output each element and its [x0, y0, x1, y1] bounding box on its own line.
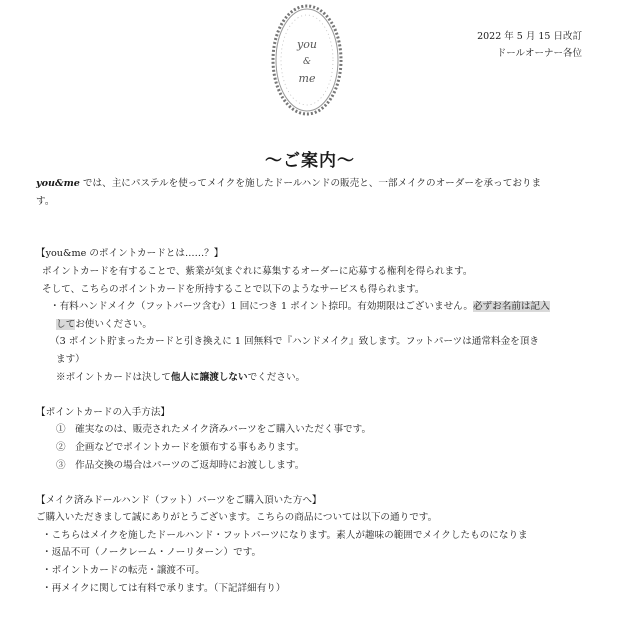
page-title: 〜ご案内〜 [265, 151, 355, 171]
point-card-bullet-1-continued: してお使いください。 [56, 318, 152, 330]
you-and-me-logo [269, 2, 345, 118]
buyers-bullet-3: ・ポイントカードの転売・譲渡不可。 [42, 565, 205, 577]
note-emphasis: 他人に譲渡しない [170, 371, 248, 383]
audience-line: ドールオーナー各位 [496, 48, 582, 59]
point-card-paragraph-2: そして、こちらのポイントカードを所持することで以下のようなサービスも得られます。 [42, 283, 425, 295]
intro-paragraph [36, 175, 588, 193]
obtain-item-3: ③ 作品交換の場合はパーツのご返却時にお渡しします。 [56, 459, 305, 471]
document-body [36, 175, 588, 597]
logo-text-you: you [297, 38, 317, 51]
point-card-bullet-2: （3 ポイント貯まったカードと引き換えに 1 回無料で『ハンドメイク』致します。フットパーツは通常料金を頂き [50, 336, 539, 348]
buyers-bullet-2: ・返品不可（ノークレーム・ノーリターン）です。 [42, 547, 262, 559]
point-card-note: ※ポイントカードは決して他人に譲渡しないでください。 [56, 371, 306, 383]
obtain-item-1: ① 確実なのは、販売されたメイク済みパーツをご購入いただく事です。 [56, 424, 372, 436]
buyers-heading: 【メイク済みドールハンド（フット）パーツをご購入頂いた方へ】 [36, 494, 322, 506]
intro-text: では、主にパステルを使ってメイクを施したドールハンドの販売と、一部メイクのオーダーを承っておりま [79, 178, 542, 189]
logo-text-me: me [298, 72, 316, 85]
obtain-item-2: ② 企画などでポイントカードを頒布する事もあります。 [56, 441, 305, 453]
highlight-name-required: 必ずお名前は記入 [472, 301, 550, 313]
buyers-bullet-1: ・こちらはメイクを施したドールハンド・フットパーツになります。素人が趣味の範囲でメイクしたものになりま [42, 529, 528, 541]
intro-continued: す。 [36, 195, 55, 207]
buyers-bullet-4: ・再メイクに関しては有料で承ります。（下記詳細有り） [42, 582, 286, 594]
point-card-heading: 【you&me のポイントカードとは……？】 [36, 248, 224, 260]
buyers-paragraph-1: ご購入いただきまして誠にありがとうございます。こちらの商品については以下の通りです。 [36, 512, 438, 524]
document-meta [477, 28, 582, 62]
logo-text-amp: & [302, 57, 312, 67]
obtain-heading: 【ポイントカードの入手方法】 [36, 406, 171, 418]
point-card-bullet-1: ・有料ハンドメイク（フットパーツ含む）1 回につき 1 ポイント捺印。有効期限はございません。必ずお名前は記入 [50, 301, 550, 313]
point-card-bullet-2-continued: ます） [56, 353, 85, 365]
brand-name: you&me [36, 178, 80, 189]
revision-date: 2022 年 5 月 15 日改訂 [477, 31, 582, 42]
point-card-paragraph-1: ポイントカードを有することで、紫業が気まぐれに募集するオーダーに応募する権利を得られます。 [42, 265, 473, 277]
